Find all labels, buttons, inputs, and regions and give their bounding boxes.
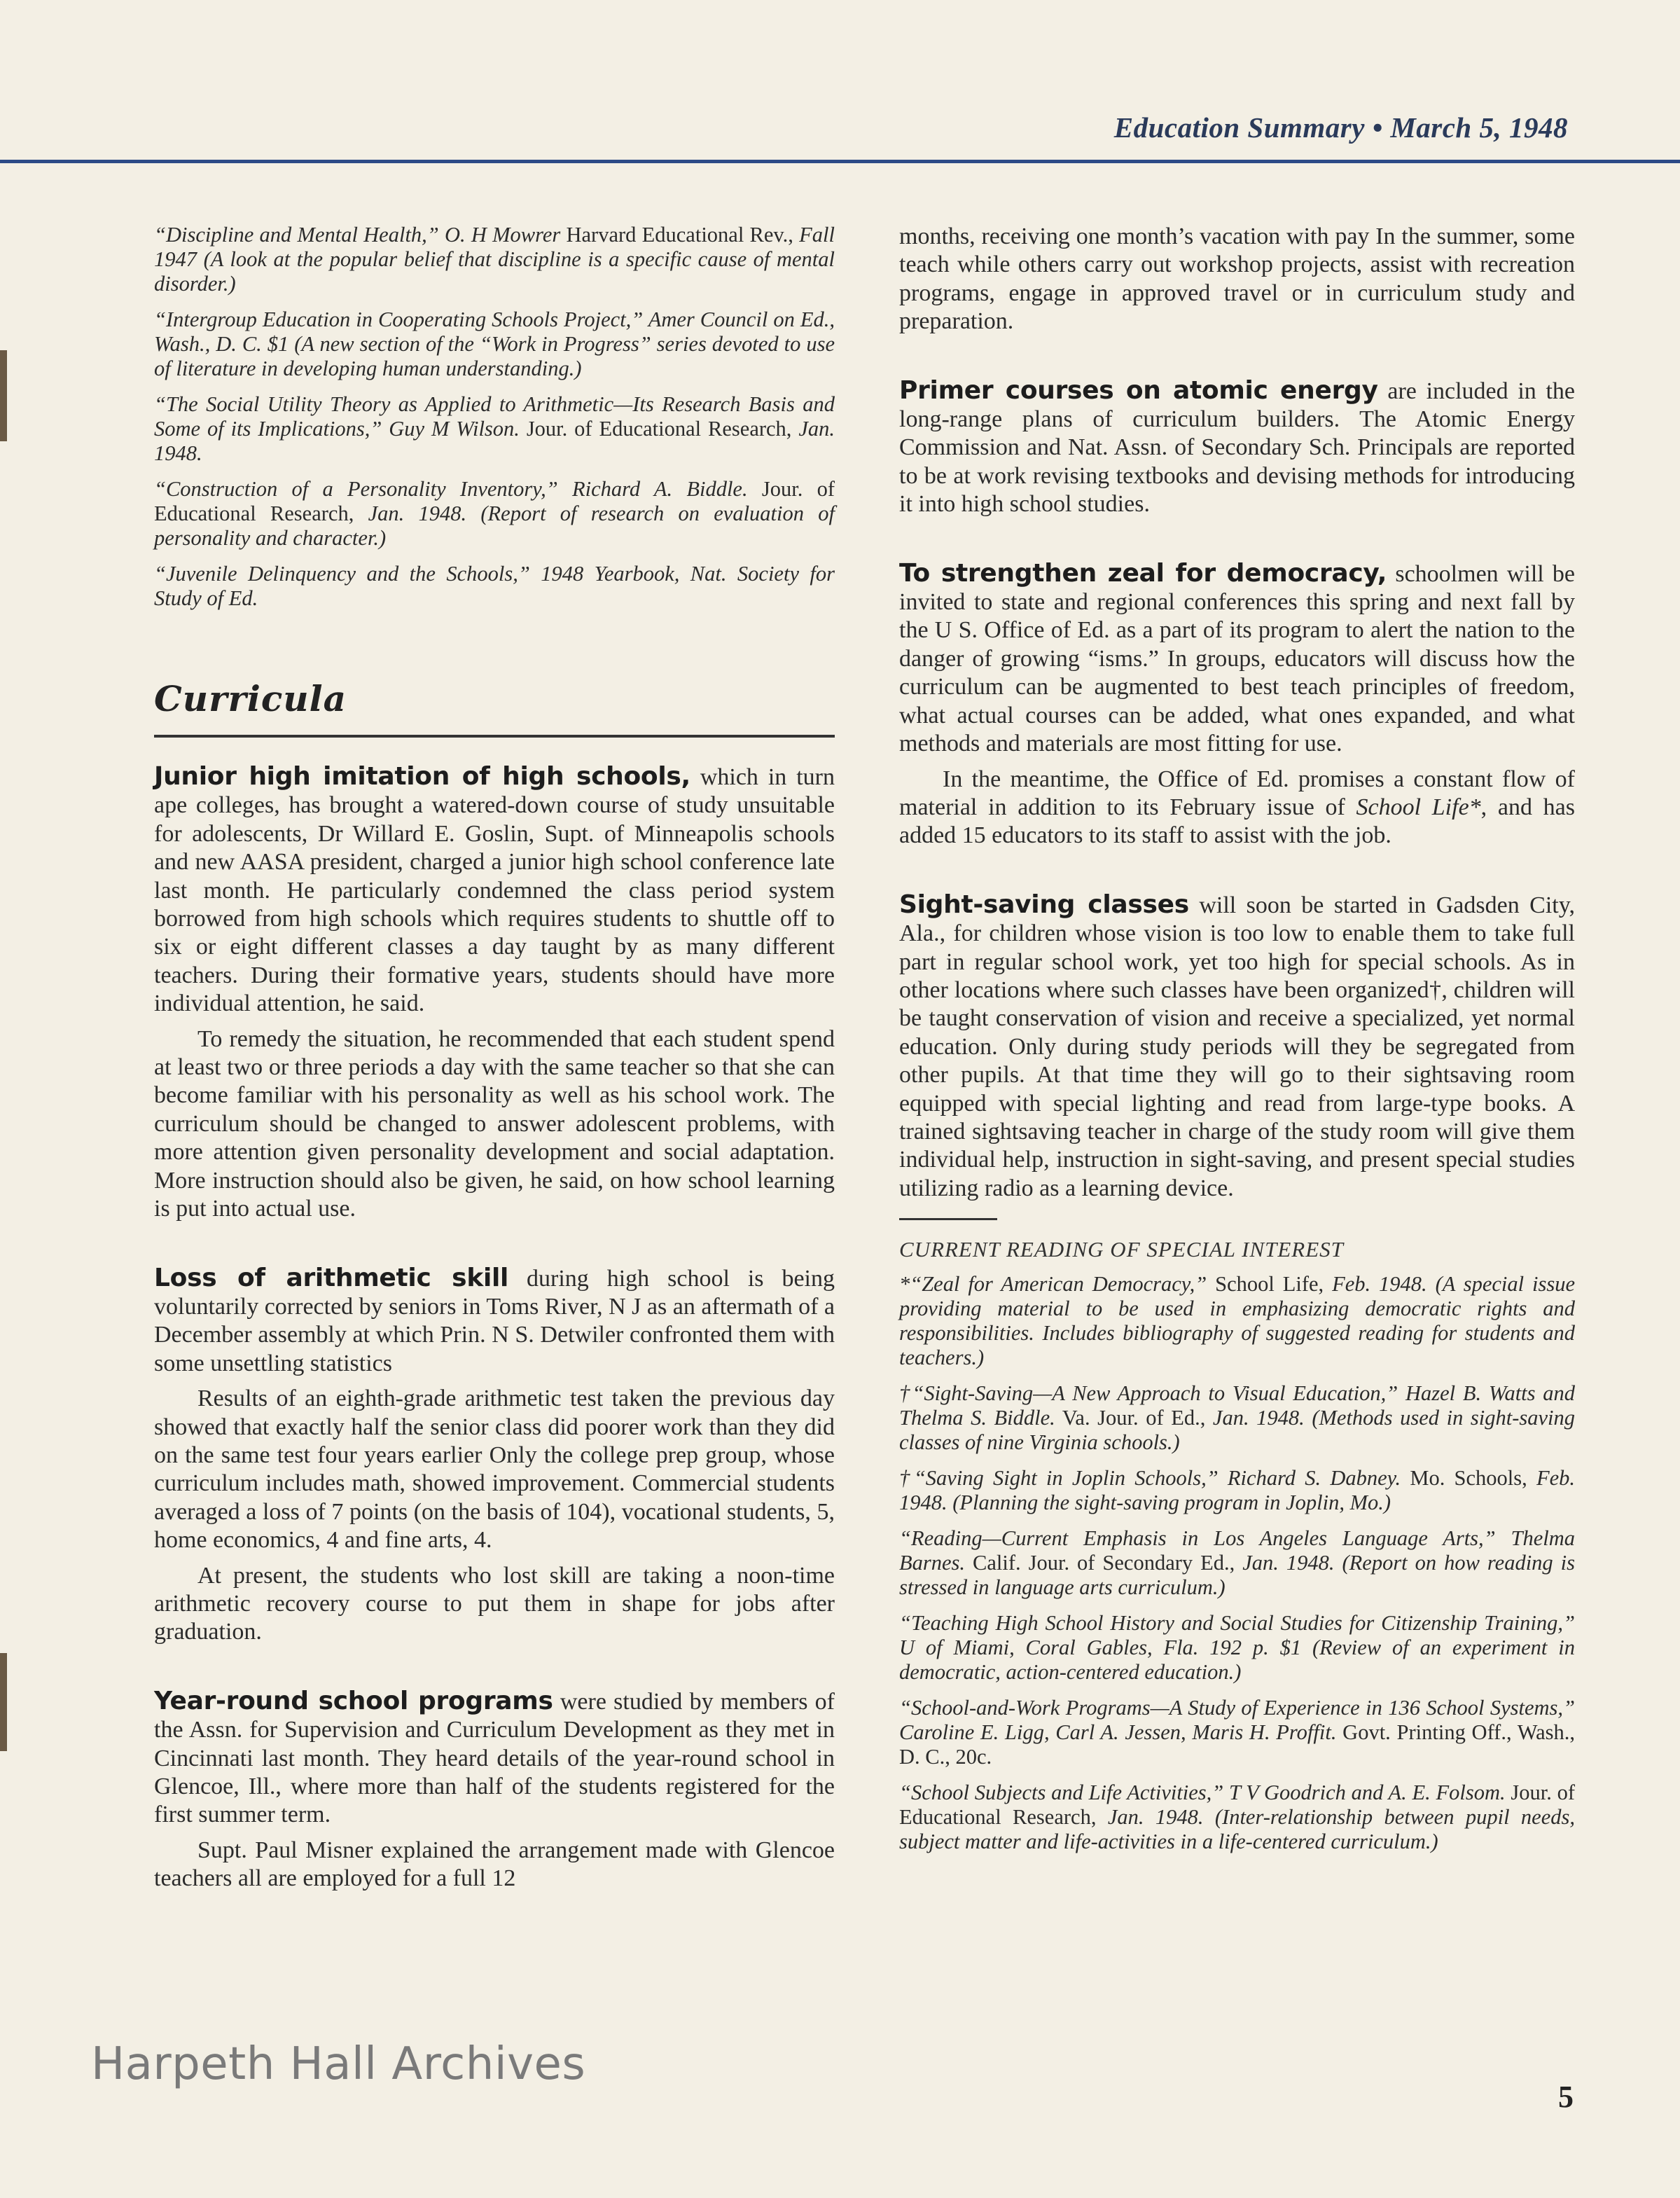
reading-item: “Reading—Current Emphasis in Los Angeles Language Arts,” Thelma Barnes. Calif. Jour. of Secondary Ed., Jan. 1948. (Report on how reading is stressed in language arts curriculum.) — [899, 1526, 1575, 1600]
header-text — [1114, 111, 1568, 144]
article-headline: Primer courses on atomic energy — [899, 375, 1378, 405]
article-atomic-energy — [899, 377, 1575, 519]
article-headline: To strengthen zeal for democracy, — [899, 558, 1387, 588]
article-paragraph: Results of an eighth-grade arithmetic test taken the previous day showed that exactly half the senior class did poorer work than they did on the same test four years earlier Only the college prep group, whose curriculum includes math, showed improvement. Commercial students averaged a loss of 7 points (on the basis of 104), vocational students, 5, home economics, 4 and fine arts, 4. — [154, 1385, 835, 1554]
reading-item: †“Sight-Saving—A New Approach to Visual Education,” Hazel B. Watts and Thelma S. Biddle. Va. Jour. of Ed., Jan. 1948. (Methods used in sight-saving classes of nine Virginia schools.) — [899, 1381, 1576, 1455]
reference-item: “Construction of a Personality Inventory,” Richard A. Biddle. Jour. of Educational Research, Jan. 1948. (Report of research on evaluation of personality and character.) — [154, 477, 835, 550]
article-headline: Junior high imitation of high schools, — [154, 762, 690, 791]
current-reading — [899, 1237, 1575, 1854]
article-paragraph: Primer courses on atomic energy are included in the long-range plans of curriculum builders. The Atomic Energy Commission and Nat. Assn. of Secondary Sch. Principals are reported to be at work revising textbooks and devising methods for introducing it into high school studies. — [899, 375, 1575, 518]
right-column — [899, 223, 1575, 1865]
binding-mark-top — [0, 350, 7, 441]
article-paragraph: In the meantime, the Office of Ed. promises a constant flow of material in addition to its February issue of School Life*, and has added 15 educators to its staff to assist with the job. — [899, 766, 1575, 849]
article-paragraph: Junior high imitation of high schools, which in turn ape colleges, has brought a watered-down course of study unsuitable for adolescents, Dr Willard E. Goslin, Supt. of Minneapolis schools and new AASA president, charged a junior high school conference late last month. He particularly condemned the class period system borrowed from high schools which requires students to shuttle off to six or eight different classes a day taught by as many different teachers. During their formative years, students should have more individual attention, he said. — [154, 762, 835, 1017]
reading-item: “School Subjects and Life Activities,” T V Goodrich and A. E. Folsom. Jour. of Educational Research, Jan. 1948. (Inter-relationship between pupil needs, subject matter and life-activities in a life-centered curriculum.) — [899, 1781, 1575, 1854]
section-rule — [154, 735, 835, 738]
continued-paragraph: months, receiving one month’s vacation with pay In the summer, some teach while others carry out workshop projects, assist with recreation programs, engage in approved travel or in curriculum study and preparation. — [899, 223, 1575, 335]
article-headline: Sight-saving classes — [899, 890, 1189, 919]
reference-item: “Discipline and Mental Health,” O. H Mowrer Harvard Educational Rev., Fall 1947 (A look at the popular belief that discipline is a specific cause of mental disorder.) — [154, 223, 835, 296]
article-paragraph: Year-round school programs were studied by members of the Assn. for Supervision and Curriculum Development as they met in Cincinnati last month. They heard details of the year-round school in Glencoe, Ill., where more than half of the students registered for the first summer term. — [154, 1686, 835, 1828]
article-paragraph: Loss of arithmetic skill during high school is being voluntarily corrected by seniors in Toms River, N J as an aftermath of a December assembly at which Prin. N S. Detwiler confronted them with some unsettling statistics — [154, 1263, 835, 1376]
article-headline: Loss of arithmetic skill — [154, 1263, 509, 1292]
reading-item: *“Zeal for American Democracy,” School Life, Feb. 1948. (A special issue providing material to be used in emphasizing democratic rights and responsibilities. Includes bibliography of suggested reading for students and teachers.) — [899, 1272, 1576, 1370]
reading-item: “School-and-Work Programs—A Study of Experience in 136 School Systems,” Caroline E. Ligg, Carl A. Jessen, Maris H. Proffit. Govt. Printing Off., Wash., D. C., 20c. — [899, 1696, 1575, 1769]
page-number: 5 — [1558, 2080, 1574, 2114]
section-title: Curricula — [154, 678, 347, 719]
reading-title: CURRENT READING OF SPECIAL INTEREST — [899, 1237, 1344, 1262]
header-rule — [0, 160, 1680, 163]
reading-item: “Teaching High School History and Social Studies for Citizenship Training,” U of Miami, Coral Gables, Fla. 192 p. $1 (Review of an experiment in democratic, action-centered education.) — [899, 1611, 1575, 1685]
article-democracy — [899, 560, 1575, 850]
article-paragraph: To remedy the situation, he recommended that each student spend at least two or three periods a day with the same teacher so that she can become familiar with his personality as well as his school work. The curriculum should be changed to answer adolescent problems, with more attention given personality development and social adaptation. More instruction should also be given, he said, on how school learning is put into actual use. — [154, 1025, 835, 1222]
header-separator: • — [1372, 111, 1383, 144]
reference-item: “The Social Utility Theory as Applied to Arithmetic—Its Research Basis and Some of its Implications,” Guy M Wilson. Jour. of Educational Research, Jan. 1948. — [154, 392, 835, 465]
article-sight-saving — [899, 891, 1575, 1203]
publication-name: Education Summary — [1113, 111, 1365, 144]
reference-list — [154, 223, 835, 611]
archive-watermark: Harpeth Hall Archives — [91, 2038, 586, 2090]
article-arithmetic — [154, 1264, 835, 1647]
article-paragraph: Sight-saving classes will soon be started in Gadsden City, Ala., for children whose vision is too low to enable them to take full part in regular school work, yet too high for special schools. As in other locations where such classes have been organized†, children will be taught conservation of vision and receive a specialized, yet normal education. Only during study periods will they be segregated from other pupils. At that time they will go to their sightsaving room equipped with special lighting and read from large-type books. A trained sightsaving teacher in charge of the study room will give them individual help, instruction in sight-saving, and present special studies utilizing radio as a learning device. — [899, 890, 1576, 1201]
binding-mark-bottom — [0, 1653, 7, 1751]
issue-date: March 5, 1948 — [1390, 111, 1568, 144]
reference-item: “Intergroup Education in Cooperating Schools Project,” Amer Council on Ed., Wash., D. C. $1 (A new section of the “Work in Progress” series devoted to use of literature in developing human understanding.) — [154, 307, 835, 380]
reading-item: †“Saving Sight in Joplin Schools,” Richard S. Dabney. Mo. Schools, Feb. 1948. (Planning the sight-saving program in Joplin, Mo.) — [899, 1466, 1575, 1515]
reference-item: “Juvenile Delinquency and the Schools,” 1948 Yearbook, Nat. Society for Study of Ed. — [154, 562, 835, 610]
article-paragraph: Supt. Paul Misner explained the arrangement made with Glencoe teachers all are employed for a full 12 — [154, 1837, 835, 1892]
article-headline: Year-round school programs — [154, 1686, 553, 1715]
article-paragraph: At present, the students who lost skill are taking a noon-time arithmetic recovery course to put them in shape for jobs after graduation. — [154, 1562, 835, 1645]
article-paragraph: To strengthen zeal for democracy, schoolmen will be invited to state and regional conferences this spring and next fall by the U S. Office of Ed. as a part of its program to alert the nation to the danger of growing “isms.” In groups, educators will discuss how the curriculum can be augmented to best teach principles of freedom, what actual courses can be added, what ones expanded, and what methods and materials are most fitting for use. — [899, 558, 1575, 757]
page-header — [0, 0, 1680, 165]
article-year-round — [154, 1687, 835, 1893]
divider — [899, 1218, 997, 1220]
left-column — [154, 223, 835, 1893]
article-junior-high — [154, 763, 835, 1224]
